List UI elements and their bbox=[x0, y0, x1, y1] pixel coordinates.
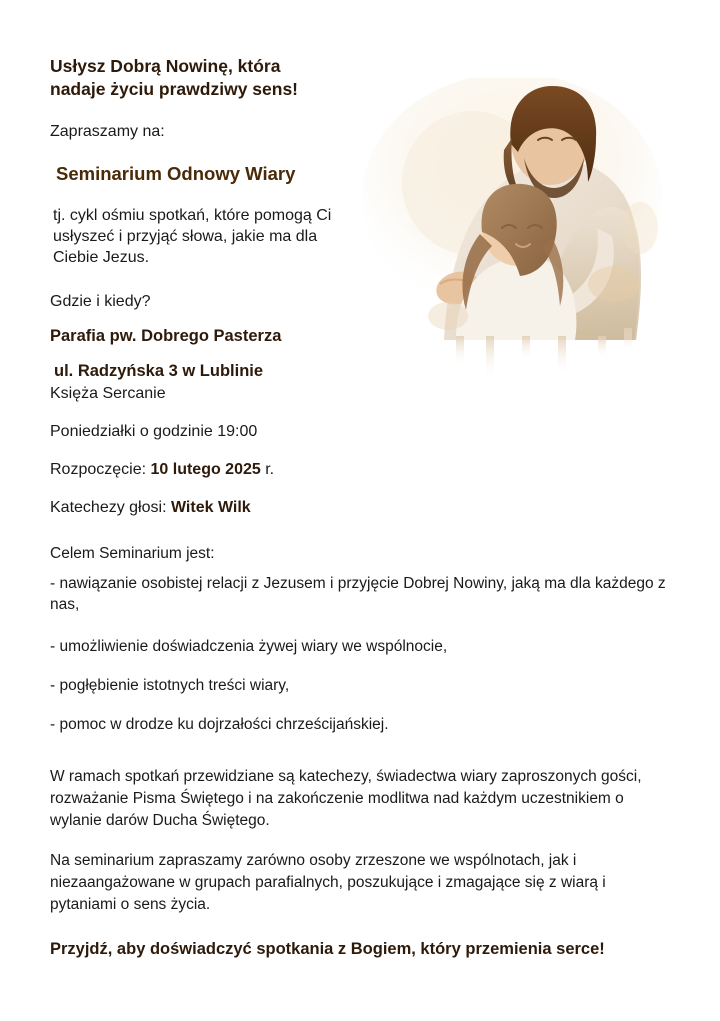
list-item: - pomoc w drodze ku dojrzałości chrześcijańskiej. bbox=[50, 716, 389, 734]
start-label: Rozpoczęcie: bbox=[50, 460, 147, 478]
religious-order: Księża Sercanie bbox=[50, 384, 166, 402]
start-date-line bbox=[50, 461, 675, 479]
headline bbox=[50, 55, 350, 101]
closing-call-to-action: Przyjdź, aby doświadczyć spotkania z Bogiem, który przemienia serce! bbox=[50, 939, 605, 958]
description-paragraph-2: Na seminarium zapraszamy zarówno osoby zrzeszone we wspólnotach, jak i niezaangażowane w grupach parafialnych, poszukujące i zmagające się z wiarą i pytaniami o sens życia. bbox=[50, 851, 606, 913]
catechist-label: Katechezy głosi: bbox=[50, 498, 167, 516]
parish-name: Parafia pw. Dobrego Pasterza bbox=[50, 326, 282, 345]
start-date: 10 lutego 2025 bbox=[150, 460, 261, 478]
list-item: - umożliwienie doświadczenia żywej wiary we wspólnocie, bbox=[50, 637, 448, 655]
invitation-text: Zapraszamy na: bbox=[50, 122, 165, 140]
list-item: - nawiązanie osobistej relacji z Jezusem i przyjęcie Dobrej Nowiny, jaką ma dla każdego z nas, bbox=[50, 574, 666, 614]
aims-header: Celem Seminarium jest: bbox=[50, 544, 215, 562]
catechist-name: Witek Wilk bbox=[170, 498, 251, 516]
parish-address: ul. Radzyńska 3 w Lublinie bbox=[54, 361, 264, 380]
headline-line-2: nadaje życiu prawdziwy sens! bbox=[50, 78, 298, 99]
seminar-title: Seminarium Odnowy Wiary bbox=[56, 162, 296, 184]
headline-line-1: Usłysz Dobrą Nowinę, która bbox=[50, 56, 281, 76]
start-suffix: r. bbox=[265, 460, 275, 478]
poster-text-column bbox=[50, 55, 675, 959]
description-paragraph-1: W ramach spotkań przewidziane są katechezy, świadectwa wiary zaproszonych gości, rozważanie Pisma Świętego i na zakończenie modlitwa nad każdym uczestnikiem o wylanie darów Ducha Świętego. bbox=[50, 767, 642, 829]
list-item: - pogłębienie istotnych treści wiary, bbox=[50, 676, 290, 694]
where-and-when-question: Gdzie i kiedy? bbox=[50, 292, 151, 310]
cycle-description: tj. cykl ośmiu spotkań, które pomogą Ci usłyszeć i przyjąć słowa, jakie ma dla Ciebie Jezus. bbox=[53, 206, 332, 267]
meeting-schedule: Poniedziałki o godzinie 19:00 bbox=[50, 422, 258, 440]
catechist-line bbox=[50, 499, 675, 517]
